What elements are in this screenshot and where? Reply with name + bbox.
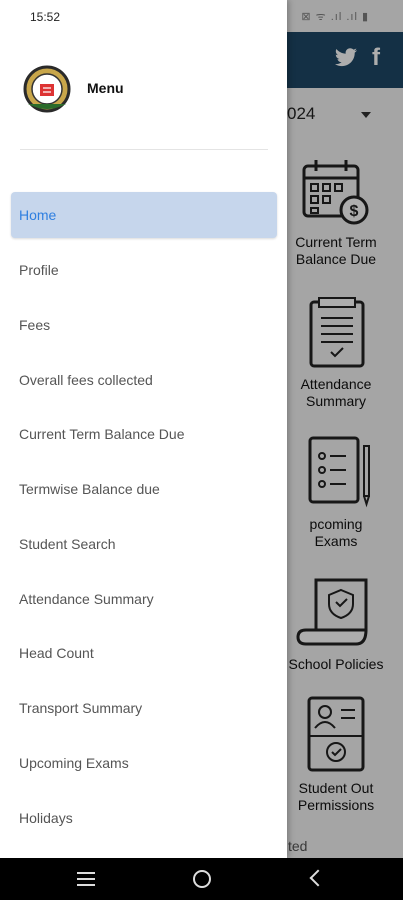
menu-item-label: Holidays [19,810,73,826]
drawer-divider [20,149,268,150]
menu-item-label: Transport Summary [19,700,143,716]
tile-label: Current Term Balance Due [295,234,377,267]
tile-label: Attendance Summary [300,376,372,409]
menu-item-profile[interactable] [11,247,277,293]
menu-item-overall-fees[interactable] [11,357,277,403]
menu-item-label: Fees [19,317,51,333]
status-time: 15:52 [30,10,61,24]
menu-title: Menu [87,80,124,96]
status-bar [0,0,403,32]
menu-item-label: Profile [19,262,59,278]
menu-item-label: Termwise Balance due [19,481,160,497]
home-circle-icon[interactable] [193,870,211,888]
menu-item-label: Student Search [19,536,116,552]
menu-item-upcoming-exams[interactable] [11,740,277,786]
menu-item-current-term-balance[interactable] [11,411,277,457]
tile-label: Student Out Permissions [297,780,375,813]
tile-label: pcoming Exams [309,516,363,549]
menu-item-label: Attendance Summary [19,591,154,607]
tile-label: School Policies [288,656,384,672]
partial-bottom-text: ted [288,838,308,854]
svg-text:$: $ [349,203,359,220]
menu-item-termwise-balance[interactable] [11,466,277,512]
system-nav-bar [0,858,403,900]
menu-item-holidays[interactable] [11,795,277,841]
facebook-icon[interactable]: f [372,44,380,71]
status-icons: ⊠ ᯤ .ıl .ıl ▮ [301,11,369,23]
back-chevron-icon[interactable] [310,870,327,887]
menu-item-student-search[interactable] [11,521,277,567]
menu-item-label: Overall fees collected [19,372,153,388]
menu-item-fees[interactable] [11,302,277,348]
menu-item-home[interactable] [11,192,277,238]
year-select-value: 024 [287,104,316,123]
menu-item-attendance-summary[interactable] [11,576,277,622]
menu-item-label: Current Term Balance Due [19,426,185,442]
menu-item-label: Upcoming Exams [19,755,129,771]
menu-item-label: Home [19,207,57,223]
menu-item-head-count[interactable] [11,630,277,676]
menu-item-transport-summary[interactable] [11,685,277,731]
recent-apps-icon[interactable] [77,872,95,890]
menu-item-label: Head Count [19,645,94,661]
school-logo [22,64,72,114]
